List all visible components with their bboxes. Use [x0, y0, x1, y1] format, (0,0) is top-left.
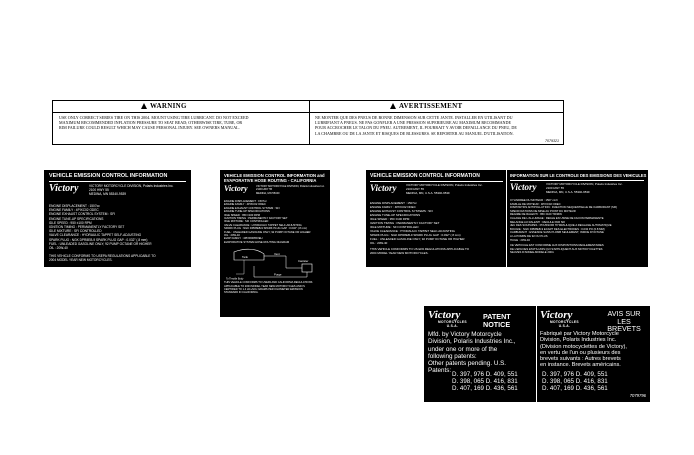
conformity-statement-fr: CE VEHICULE EST CONFORME AUX DISPOSITIONS REGLEMENTAIRES DE L'EPA DES ETATS-UNIS QUI S'APPLIQUENT AUX MOTOCYCLETTES NEUVES D'ANNEE-MODELE 2004. — [510, 244, 604, 255]
patent-part-number: 7079796 — [629, 393, 646, 398]
victory-logo: Victory — [540, 309, 573, 321]
tire-warning-label — [52, 100, 564, 145]
conformity-statement-en: THIS VEHICLE CONFORMS TO US EPA REGULATIONS APPLICABLE TO 2004 MODEL YEAR NEW MOTORCYCLES. — [370, 247, 470, 256]
emission-title: VEHICLE EMISSION CONTROL INFORMATION — [49, 173, 168, 179]
manufacturer-address: VICTORY MOTORCYCLE DIVISION, Polaris Industries Inc. 2100 HWY 55 MEDINA, MN 55340-9539 — [89, 184, 174, 197]
victory-logo: Victory — [428, 309, 461, 321]
motorcycles-usa-text: MOTORCYCLES U.S.A. — [550, 320, 579, 328]
brand-row — [510, 181, 644, 198]
warning-divider — [309, 101, 310, 144]
emission-label-federal — [44, 170, 191, 267]
patent-notice-title: PATENT NOTICE — [483, 312, 511, 329]
patent-header-fr — [540, 309, 648, 331]
warning-text-fr: NE MONTER QUE DES PNEUS DE BONNE DIMENSION SUR CETTE JANTE. INSTALLER EN UTILISANT DU LUBRIFIANT A PNEUS. NE PAS GONFLER A UNE PRESSION SUPERIEURE AU MAXIMUM RECOMMANDE POUR ACCROCHER LE TALON DU PNEU. AUTREMENT, IL POURRAIT Y AVOIR DEFAILLANCE DU PNEU, DE LA CHAMBRE OU DE LA JANTE ET RISQUES DE BLESSURES. SE REPORTER AU MANUEL D'UTILISATION. — [315, 115, 517, 136]
warning-title-en: WARNING — [141, 102, 187, 110]
patent-notice-label — [424, 306, 650, 402]
emission-title-en: VEHICLE EMISSION CONTROL INFORMATION — [370, 173, 480, 179]
patent-numbers-en: D. 397, 976 D. 409, 551 D. 398, 065 D. 416, 831 D. 407, 169 D. 436, 561 — [452, 371, 518, 393]
warning-triangle-icon — [390, 103, 396, 109]
warning-title-fr: AVERTISSEMENT — [390, 102, 462, 110]
hose-routing-diagram — [224, 246, 324, 280]
patent-french-column — [540, 309, 648, 393]
patent-header-en — [428, 309, 534, 331]
diagram-label-vent: Vent — [274, 252, 280, 257]
california-emission-title: VEHICLE EMISSION CONTROL INFORMATION and EVAPORATIVE HOSE ROUTING - CALIFORNIA — [224, 173, 325, 183]
canister-outline — [302, 264, 312, 272]
engine-specifications: ENGINE DISPLACEMENT : 1507cc ENGINE FAMILY : 4PIXC02 ODEC ENGINE EXHAUST CONTROL SYSTEM : SFI ENGINE TUNE-UP SPECIFICATIONS IDLE SPEED : 950 ±100 RPM IGNITION TIMING : PERMANENTLY FACTORY SET IDLE MIXTURE : SFI CONTROLLED VALVE CLEARANCE : HYDRAULIC TAPPET SELF-ADJUSTING SPARK PLUG : NGK DPR8EB-9 SPARK PLUG GAP : 0.032" (.8 mm) FUEL : UNLEADED GASOLINE ONLY; 92 PUMP OCTANE OR HIGHER OIL : 20W-40 EVAP FAMILY : 4PIXR0065VEH EVAPORATIVE SYSTEM HOSE ROUTING DIAGRAM — [224, 200, 311, 244]
fuel-tank-outline — [234, 249, 264, 260]
california-conformity-statement: THIS VEHICLE CONFORMS TO USEPA AND CALIFORNIA REGULATIONS APPLICABLE TO 2004 MODEL YEAR NEW MOTORCYCLES AND IS CERTIFIED TO 1.4 HC+NOx GRAMS PER KILOMETER EMISSION STANDARD IN CALIFORNIA. — [224, 281, 313, 295]
warning-text-en: USE ONLY CORRECT SERIES TIRE ON THIS 2004. MOUNT USING TIRE LUBRICANT. DO NOT EXCEED MAXIMUM RECOMMENDED INFLATION PRESSURE TO SEAT BEAD; OTHERWISE TIRE, TUBE, OR RIM FAILURE COULD RESULT WHICH MAY CAUSE PERSONAL INJURY. SEE OWNERS MANUAL. — [59, 115, 249, 131]
victory-logo: Victory — [49, 183, 79, 194]
column-divider — [536, 306, 537, 402]
warning-part-number: 7079321 — [545, 139, 559, 143]
diagram-label-canister: Canister — [298, 259, 309, 264]
manufacturer-address: VICTORY MOTORCYCLE DIVISION, Polaris Industries Inc. 2100 HWY 55 MEDINA, MN, U.S.A. 55340-9539 — [546, 182, 623, 194]
victory-logo: Victory — [510, 182, 537, 192]
motorcycles-usa-text: MOTORCYCLES U.S.A. — [438, 320, 467, 328]
patent-notice-title-fr: AVIS SUR LES BREVETS — [607, 309, 641, 333]
english-column — [370, 173, 503, 256]
patent-notice-text-fr: Fabriqué par Victory Motorcycle Division, Polaris Industries Inc. (Division motocyclettes de Victory), en vertu de l'un ou plusieurs des brevets suivants : Autres brevets en instance. Brevets américains. — [540, 331, 627, 369]
engine-specifications-fr: CYLINDREE DU MOTEUR : 1507 cm3 FAMILLE DE MOTEUR : 4PIXC02 ODEC DISPOSITIFS ANTIPOLLUTION : INJECTION SEQUENTIELLE DE CARBURANT (SFI) SPECIFICATIONS DE MISE AU POINT DU MOTEUR REGIME DE RALENTI : 950 ±100 TR/MIN CALAGE DE L'ALLUMAGE : REGLE EN USINE DE FACON PERMANENTE MELANGE AU RALENTI : REGULE PAR SFI JEU DES SOUPAPES : POUSSOIR HYDRAULIQUE A REGLAGE AUTOMATIQUE BOUGIE : NGK DPR8EB-9 ECART DES ELECTRODES : 0.032 PO (0.8 MM) CARBURANT : ESSENCE SANS PLOMB SEULEMENT, INDICE D'OCTANE A LA POMPE DE 92 OU PLUS HUILE : 20W-40 — [510, 199, 618, 242]
victory-logo: Victory — [224, 184, 248, 193]
column-divider — [506, 170, 507, 267]
brand-row — [49, 182, 186, 200]
warning-triangle-icon — [141, 103, 147, 109]
patent-numbers-fr: D. 397, 976 D. 409, 551 D. 398, 065 D. 416, 831 D. 407, 169 D. 436, 561 — [542, 371, 608, 393]
emission-title-fr: INFORMATION SUR LE CONTROLE DES EMISSIONS DES VEHICULES — [510, 173, 647, 178]
diagram-label-purge: Purge — [274, 272, 282, 277]
conformity-statement: THIS VEHICLE CONFORMS TO USEPA REGULATIONS APPLICABLE TO 2004 MODEL YEAR NEW MOTORCYCLES. — [49, 254, 156, 263]
patent-english-column — [428, 309, 534, 393]
victory-logo: Victory — [370, 183, 397, 193]
emission-label-bilingual — [366, 170, 648, 267]
manufacturer-address: VICTORY MOTORCYCLE DIVISION, Polaris Industries Inc. 2100 HWY 55 MEDINA, MN, U.S.A. 55340-9539 — [406, 183, 483, 195]
engine-specifications-en: ENGINE DISPLACEMENT : 1507cc ENGINE FAMILY : 4PIXC02 ODEC ENGINE EXHAUST CONTROL SYSTEMS : SFI ENGINE TUNE-UP SPECIFICATIONS IDLE SPEED : 950 ±100 RPM IGNITION TIMING : PERMANENTLY FACTORY SET IDLE MIXTURE : SFI CONTROLLED VALVE CLEARANCE : HYDRAULIC TAPPET SELF-ADJUSTING SPARK PLUG : NGK DPR8EB-9 SPARK PLUG GAP : 0.032" (.8 mm) FUEL : UNLEADED GASOLINE ONLY; 92 PUMP OCTANE OR HIGHER OIL : 20W-40 — [370, 201, 465, 245]
evap-hose-diagram — [224, 246, 326, 280]
diagram-label-throttle: To Throttle Body — [226, 277, 244, 281]
vent-hose — [264, 256, 302, 268]
french-column — [510, 173, 647, 255]
drain-hose — [236, 260, 244, 274]
emission-label-california — [220, 170, 330, 317]
patent-notice-text-en: Mfd. by Victory Motorcycle Division, Polaris Industries Inc., under one or more of the following patents: Other patents pending. U.S. Patents: — [428, 331, 516, 375]
warning-header — [53, 101, 563, 113]
engine-specifications: ENGINE DISPLACEMENT : 1507cc ENGINE FAMILY : 4PIXC02 ODEC ENGINE EXHAUST CONTROL SYSTEM : SFI ENGINE TUNE-UP SPECIFICATIONS IDLE SPEED : 950 ±100 RPM IGNITION TIMING : PERMANENTLY FACTORY SET IDLE MIXTURE : SFI CONTROLLED VALVE CLEARANCE : HYDRAULIC TAPPET SELF-ADJUSTING SPARK PLUG : NGK DPR8EB-9 SPARK PLUG GAP : 0.032" (.8 mm) FUEL : UNLEADED GASOLINE ONLY; 92 PUMP OCTANE OR HIGHER OIL : 20W-40 — [49, 204, 152, 251]
diagram-label-tank: Tank — [242, 255, 248, 260]
brand-row — [370, 182, 503, 199]
brand-row — [224, 184, 326, 200]
manufacturer-address: VICTORY MOTORCYCLE DIVISION, Polaris Industries Inc. 2100 HWY 55 MEDINA, MN 55340 — [256, 185, 325, 195]
